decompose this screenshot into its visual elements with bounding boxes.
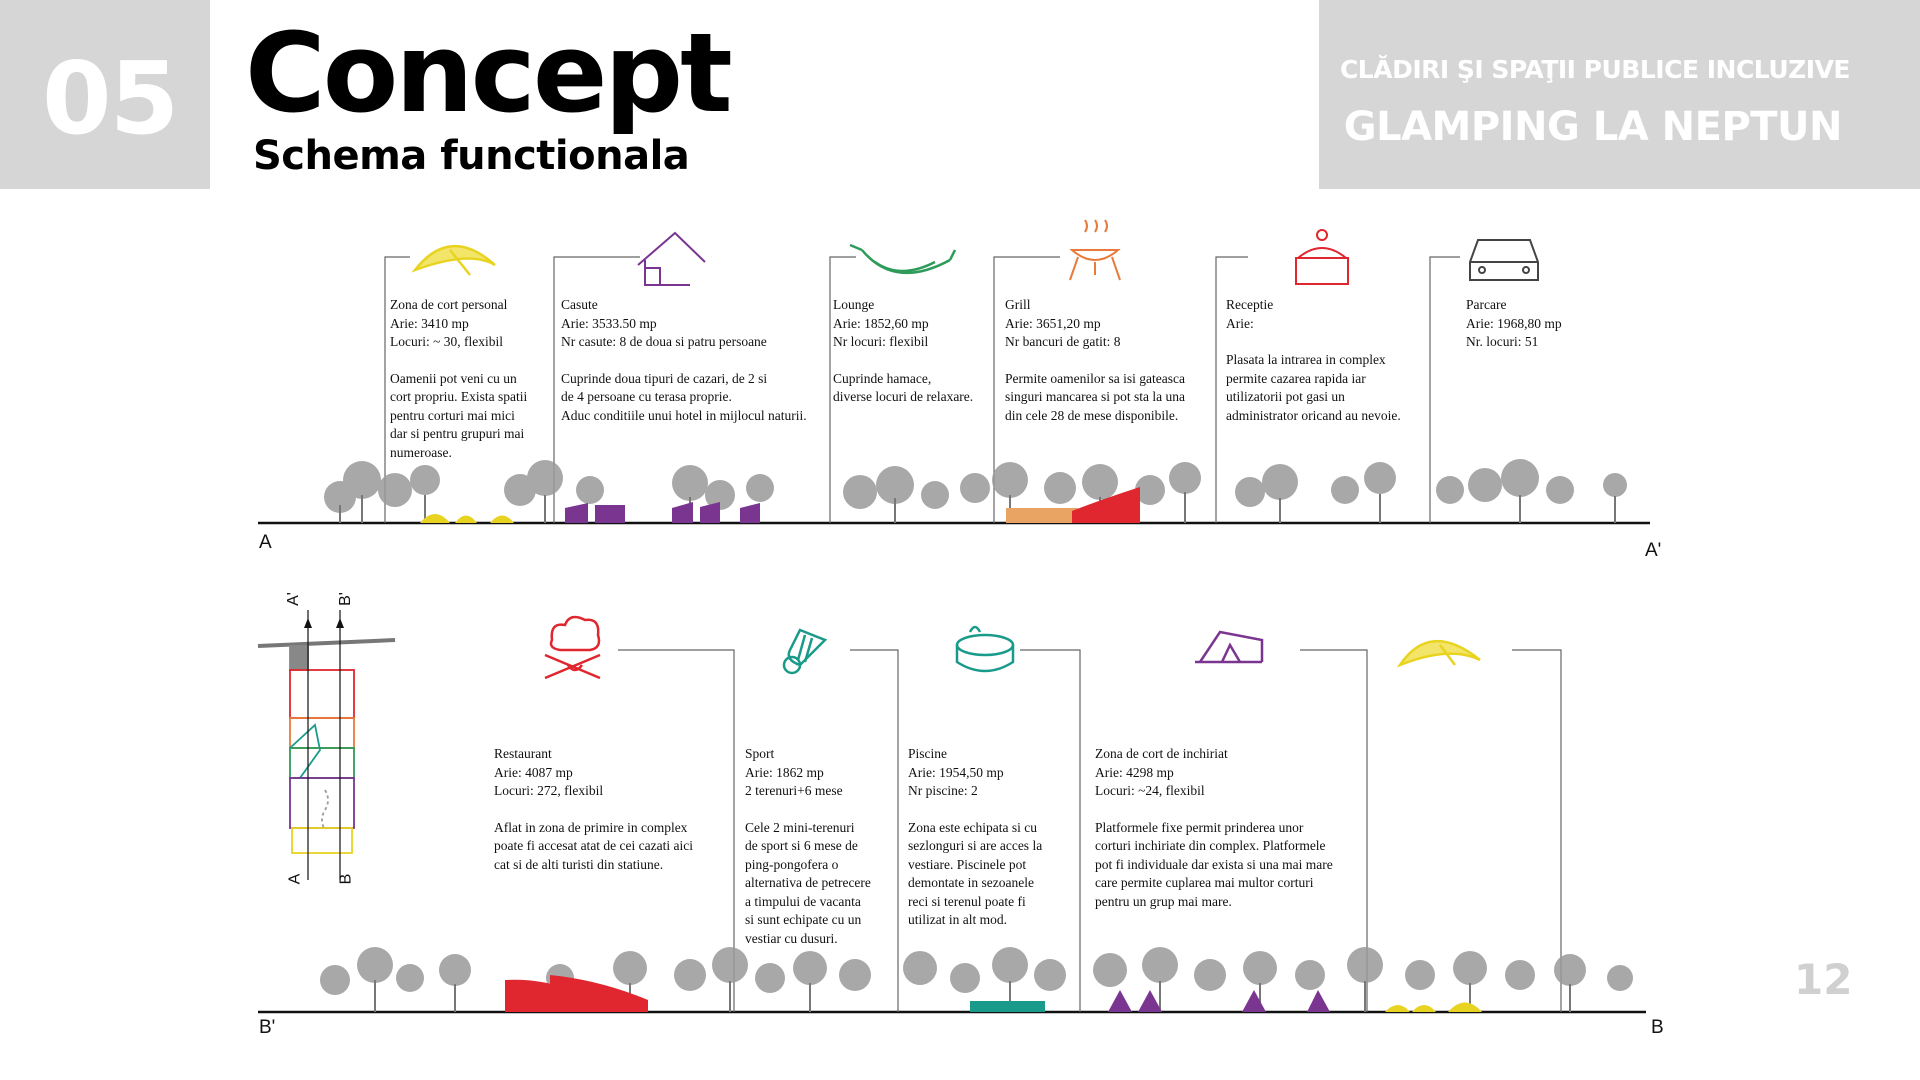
shuttlecock-icon bbox=[784, 630, 825, 673]
zone-reception-description: Receptie Arie: Plasata la intrarea in complex permite cazarea rapida iar utilizatorii pot gasi un administrator oricand au nevoie. bbox=[1226, 297, 1401, 423]
grill-icon bbox=[1070, 220, 1120, 280]
zone-restaurant-description: Restaurant Arie: 4087 mp Locuri: 272, flexibil Aflat in zona de primire in complex poate fi accesat atat de cei cazati aici cat si de alti turisti din statiune. bbox=[494, 746, 693, 872]
zone-rental-tent-description: Zona de cort de inchiriat Arie: 4298 mp Locuri: ~24, flexibil Platformele fixe permit prinderea unor corturi inchiriate din complex. Platformele pot fi individuale dar exista si una mai mare care permite cuplarea mai multor corturi pentru un grup mai mare. bbox=[1095, 746, 1333, 909]
zone-grill-description: Grill Arie: 3651,20 mp Nr bancuri de gatit: 8 Permite oamenilor sa isi gateasca singuri mancarea si pot sta la una din cele 28 de mese disponibile. bbox=[1005, 297, 1185, 423]
umbrella-icon-b bbox=[1400, 641, 1480, 665]
zone-tent-personal-description: Zona de cort personal Arie: 3410 mp Locuri: ~ 30, flexibil Oamenii pot veni cu un cort propriu. Exista spatii pentru corturi mai mici dar si pentru grupuri mai numeroase. bbox=[390, 297, 528, 460]
keyplan-label-a-prime: A' bbox=[284, 592, 302, 606]
project-category: CLĂDIRI ŞI SPAŢII PUBLICE INCLUZIVE bbox=[1339, 55, 1850, 84]
house-icon bbox=[638, 233, 705, 285]
keyplan-label-a: A bbox=[286, 873, 304, 885]
reception-icon bbox=[1296, 230, 1348, 284]
section-number: 05 bbox=[42, 40, 178, 157]
trees-section-a bbox=[324, 459, 1627, 513]
chef-icon bbox=[545, 617, 600, 678]
section-b-end-label: B bbox=[1651, 1017, 1664, 1038]
page-title: Concept bbox=[245, 9, 730, 137]
car-icon bbox=[1470, 240, 1538, 280]
hammock-icon bbox=[850, 245, 955, 273]
pool-shape bbox=[970, 1001, 1045, 1012]
page-subtitle: Schema functionala bbox=[253, 133, 690, 179]
pool-icon bbox=[957, 627, 1013, 671]
keyplan-label-b-prime: B' bbox=[336, 592, 354, 606]
tent-icon bbox=[1195, 632, 1262, 662]
section-a-end-label: A' bbox=[1645, 540, 1662, 561]
project-name: GLAMPING LA NEPTUN bbox=[1343, 104, 1842, 150]
zone-lounge-description: Lounge Arie: 1852,60 mp Nr locuri: flexibil Cuprinde hamace, diverse locuri de relaxare. bbox=[833, 297, 974, 404]
rental-tents-shapes bbox=[1108, 990, 1330, 1012]
zone-sport-description: Sport Arie: 1862 mp 2 terenuri+6 mese Cele 2 mini-terenuri de sport si 6 mese de ping-pongofera o alternativa de petrecere a timpului de vacanta si sunt echipate cu un vestiar cu dusuri. bbox=[745, 746, 871, 946]
section-b-dividers bbox=[618, 650, 1561, 1012]
umbrella-icon-a bbox=[415, 246, 495, 275]
section-b-start-label: B' bbox=[259, 1017, 276, 1038]
zone-parking-description: Parcare Arie: 1968,80 mp Nr. locuri: 51 bbox=[1466, 297, 1562, 349]
zone-pools-description: Piscine Arie: 1954,50 mp Nr piscine: 2 Zona este echipata si cu sezlonguri si are acces la vestiare. Piscinele pot demontate in sezoanele reci si terenul poate fi utilizat in alt mod. bbox=[908, 746, 1043, 927]
key-plan bbox=[258, 610, 395, 880]
page-number: 12 bbox=[1794, 955, 1853, 1004]
umbrella-tents-shapes-b bbox=[1385, 1003, 1482, 1013]
grill-area-shape bbox=[1006, 508, 1078, 523]
keyplan-label-b: B bbox=[337, 873, 355, 885]
zone-cabins-description: Casute Arie: 3533.50 mp Nr casute: 8 de doua si patru persoane Cuprinde doua tipuri de cazari, de 2 si de 4 persoane cu terasa proprie. Aduc conditiile unui hotel in mijlocul naturii. bbox=[561, 297, 807, 423]
section-a-start-label: A bbox=[259, 532, 272, 553]
personal-tents-shapes bbox=[420, 514, 514, 523]
